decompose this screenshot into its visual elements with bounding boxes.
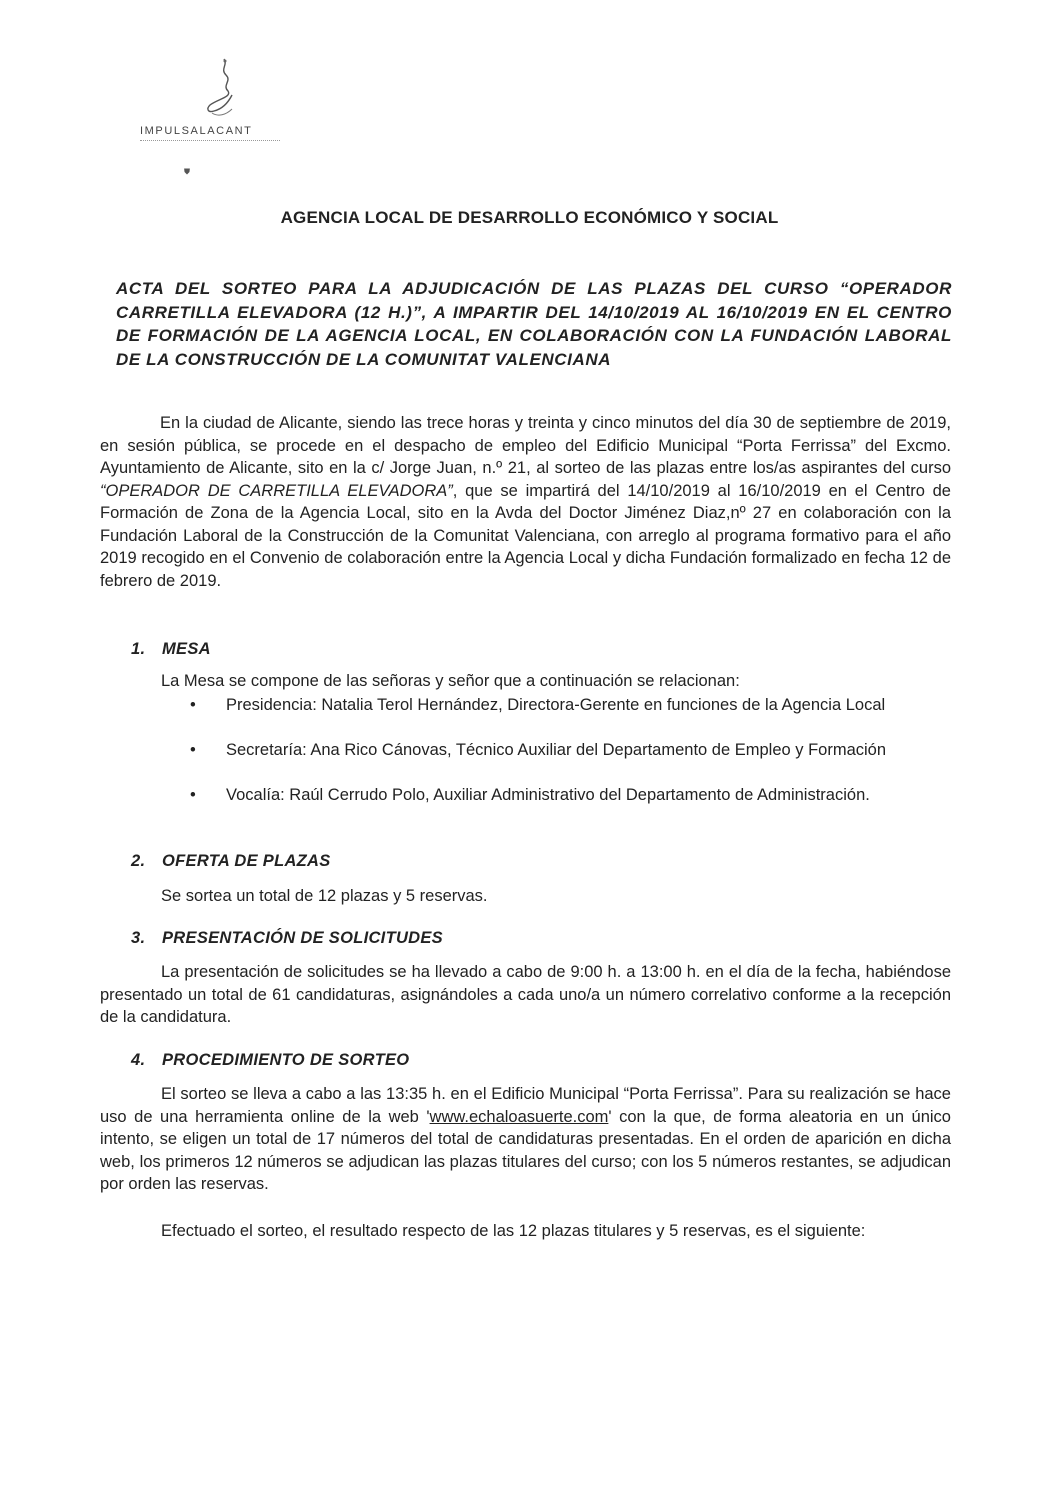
bullet: • <box>190 741 196 759</box>
section-title: PRESENTACIÓN DE SOLICITUDES <box>162 929 443 947</box>
bullet: • <box>190 786 196 804</box>
result-text: Efectuado el sorteo, el resultado respecto de las 12 plazas titulares y 5 reservas, es el siguiente: <box>161 1222 866 1240</box>
procedimiento-text-1: El sorteo se lleva a cabo a las 13:35 h. en el Edificio Municipal “Porta Ferrissa”. Para su realización se hace uso de una herramienta online de la web ' <box>100 1085 951 1126</box>
member-text: Secretaría: Ana Rico Cánovas, Técnico Auxiliar del Departamento de Empleo y Formación <box>226 741 887 759</box>
intro-paragraph <box>100 412 951 592</box>
presentacion-text: La presentación de solicitudes se ha llevado a cabo de 9:00 h. a 13:00 h. en el día de la fecha, habiéndose presentado un total de 61 candidaturas, asignándoles a cada uno/a un número correlativo conforme a la recepción de la candidatura. <box>100 963 951 1026</box>
section-presentacion-heading <box>131 929 443 948</box>
section-procedimiento-heading <box>131 1051 409 1070</box>
city-seal-icon: ⛊ <box>184 167 190 176</box>
intro-text-2: , que se impartirá del 14/10/2019 al 16/10/2019 en el Centro de Formación de Zona de la Agencia Local, sito en la Avda del Doctor Jiménez Diaz,nº 27 en colaboración con la Fundación Laboral de la Construcción de la Comunitat Valenciana, con arreglo al programa formativo para el año 2019 recogido en el Convenio de colaboración entre la Agencia Local y dicha Fundación formalizado en fecha 12 de febrero de 2019. <box>100 481 951 590</box>
intro-course-name: “OPERADOR DE CARRETILLA ELEVADORA” <box>100 481 453 500</box>
impulsalacant-logo <box>140 55 280 185</box>
member-text: Vocalía: Raúl Cerrudo Polo, Auxiliar Administrativo del Departamento de Administración. <box>226 786 870 804</box>
section-oferta-heading <box>131 852 331 871</box>
section-number: 2. <box>131 852 146 870</box>
logo-name: IMPULSALACANT <box>140 125 253 137</box>
section-title: PROCEDIMIENTO DE SORTEO <box>162 1051 410 1069</box>
logo-subtitle-line <box>140 140 280 144</box>
oferta-text: Se sortea un total de 12 plazas y 5 reservas. <box>161 887 488 905</box>
section-title: MESA <box>162 640 211 658</box>
procedimiento-text-2: ' con la que, de forma aleatoria en un único intento, se eligen un total de 17 números del total de candidaturas presentadas. En el orden de aparición en dicha web, los primeros 12 números se adjudican las plazas titulares del curso; con los 5 números restantes, se adjudican por orden las reservas. <box>100 1107 951 1193</box>
section-mesa-heading <box>131 640 211 659</box>
bullet: • <box>190 696 196 714</box>
section-number: 4. <box>131 1051 146 1069</box>
document-title: ACTA DEL SORTEO PARA LA ADJUDICACIÓN DE LAS PLAZAS DEL CURSO “OPERADOR CARRETILLA ELEVADORA (12 H.)”, A IMPARTIR DEL 14/10/2019 AL 16/10/2019 EN EL CENTRO DE FORMACIÓN DE LA AGENCIA LOCAL, EN COLABORACIÓN CON LA FUNDACIÓN LABORAL DE LA CONSTRUCCIÓN DE LA COMUNITAT VALENCIANA <box>116 279 952 369</box>
echaloasuerte-link[interactable]: www.echaloasuerte.com <box>429 1107 609 1126</box>
section-title: OFERTA DE PLAZAS <box>162 852 331 870</box>
procedimiento-text <box>100 1083 951 1196</box>
mesa-intro: La Mesa se compone de las señoras y señor que a continuación se relacionan: <box>161 672 740 690</box>
section-number: 3. <box>131 929 146 947</box>
intro-text-1: En la ciudad de Alicante, siendo las trece horas y treinta y cinco minutos del día 30 de septiembre de 2019, en sesión pública, se procede en el despacho de empleo del Edificio Municipal “Porta Ferrissa” del Excmo. Ayuntamiento de Alicante, sito en la c/ Jorge Juan, n.º 21, al sorteo de las plazas entre los/as aspirantes del curso <box>100 414 951 477</box>
section-number: 1. <box>131 640 146 658</box>
agency-heading: AGENCIA LOCAL DE DESARROLLO ECONÓMICO Y SOCIAL <box>280 208 779 227</box>
impulsalacant-emblem-icon <box>202 55 242 123</box>
member-text: Presidencia: Natalia Terol Hernández, Directora-Gerente en funciones de la Agencia Local <box>226 696 886 714</box>
